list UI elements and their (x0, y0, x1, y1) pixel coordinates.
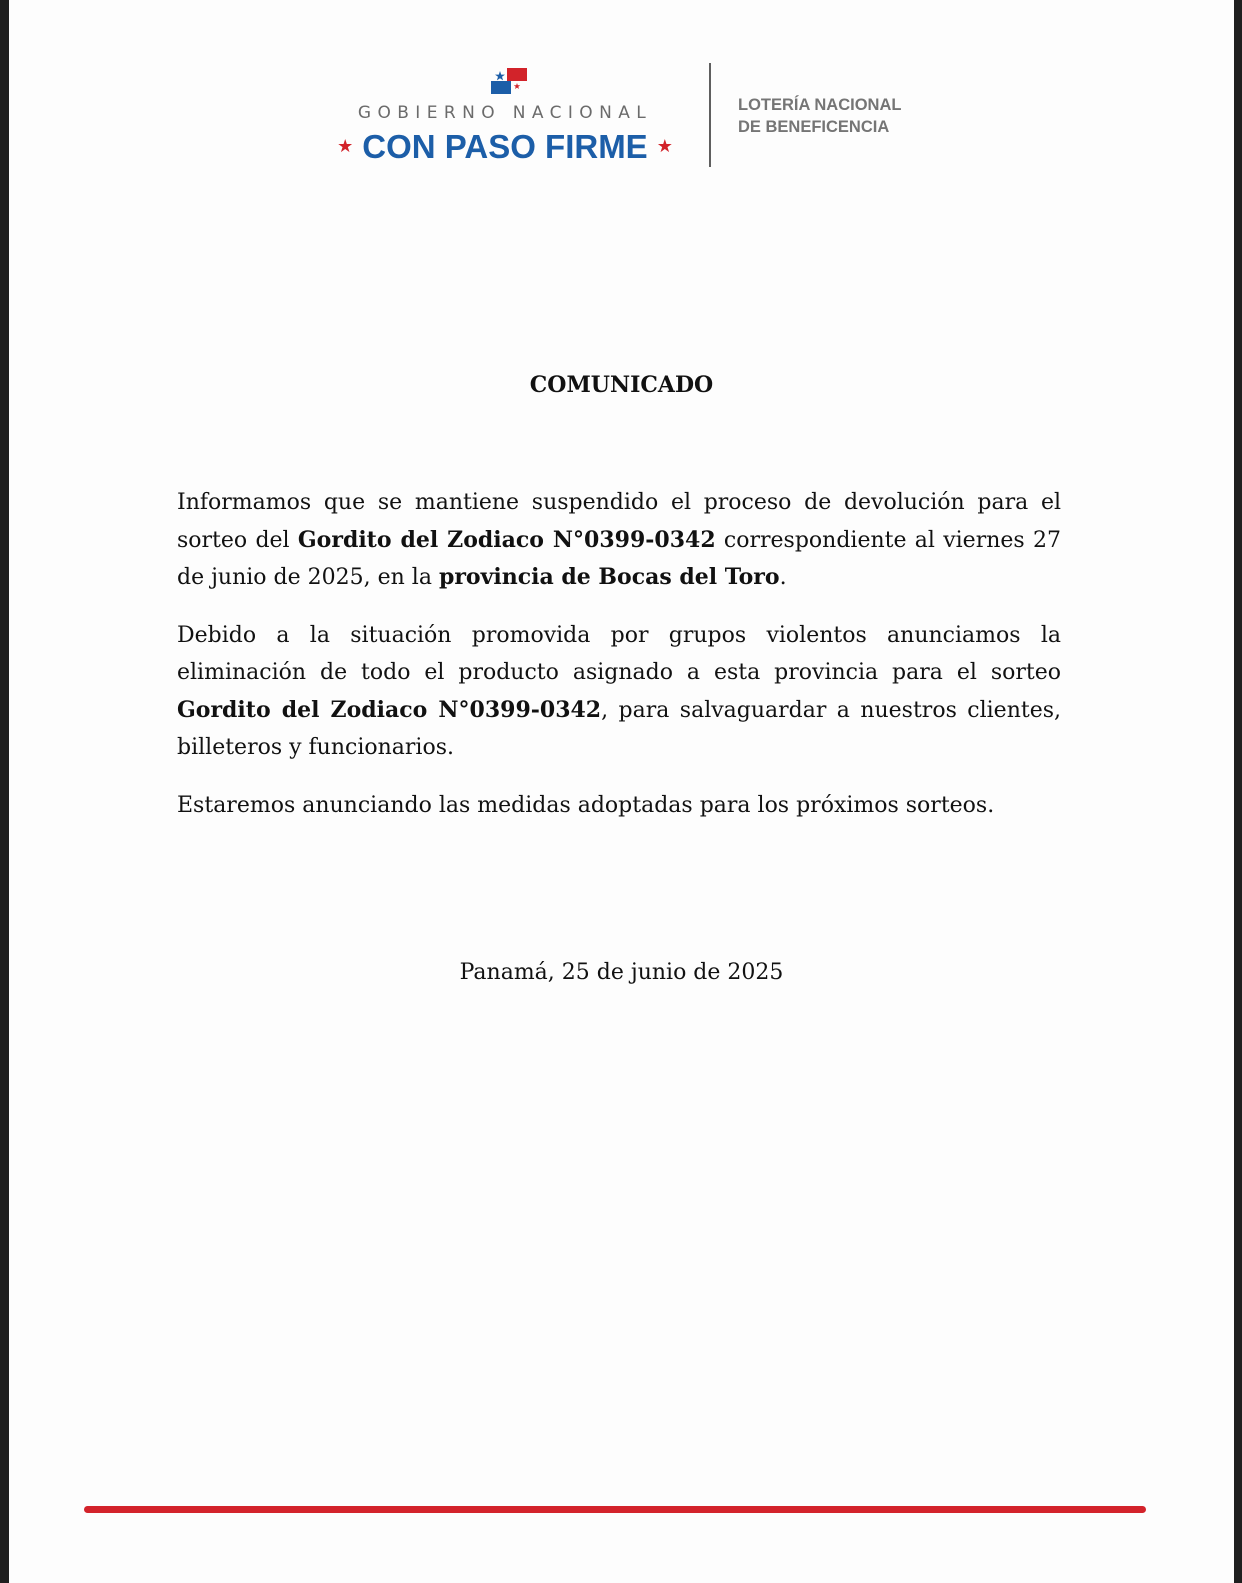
institution-name (738, 94, 901, 138)
header-logo (9, 60, 1234, 170)
institution-line-1: LOTERÍA NACIONAL (738, 96, 902, 114)
text-span: Informamos que se mantiene suspendido el proceso de devolución para el sorteo del (177, 490, 1061, 553)
paragraph-1 (177, 484, 1061, 597)
document-body (177, 484, 1061, 844)
text-span: . (779, 565, 787, 590)
text-span: correspondiente al viernes 27 de junio de 2025, en la (177, 527, 1061, 590)
document-date: Panamá, 25 de junio de 2025 (459, 960, 784, 985)
paragraph-3: Estaremos anunciando las medidas adoptadas para los próximos sorteos. (177, 792, 995, 818)
paragraph-2 (177, 617, 1061, 767)
draw-name: Gordito del Zodiaco N°0399-0342 (297, 526, 716, 553)
panama-flag-icon (487, 68, 527, 94)
star-icon: ★ (656, 136, 673, 157)
footer-red-line (84, 1506, 1146, 1513)
institution-line-2: DE BENEFICENCIA (738, 118, 890, 136)
header-divider (709, 63, 711, 167)
text-span: , para salvaguardar a nuestros clientes, billeteros y funcionarios. (177, 697, 1062, 760)
text-span: Debido a la situación promovida por grupos violentos anunciamos la eliminación de todo el producto asignado a esta provincia para el sorteo (177, 622, 1061, 685)
province-name: provincia de Bocas del Toro (438, 564, 780, 590)
motto-row (330, 126, 680, 168)
draw-name: Gordito del Zodiaco N°0399-0342 (177, 696, 602, 723)
motto-label: CON PASO FIRME (362, 128, 648, 165)
document-title: COMUNICADO (529, 372, 714, 398)
government-label: GOBIERNO NACIONAL (357, 103, 653, 123)
document-page (9, 0, 1234, 1583)
star-icon: ★ (337, 136, 354, 157)
